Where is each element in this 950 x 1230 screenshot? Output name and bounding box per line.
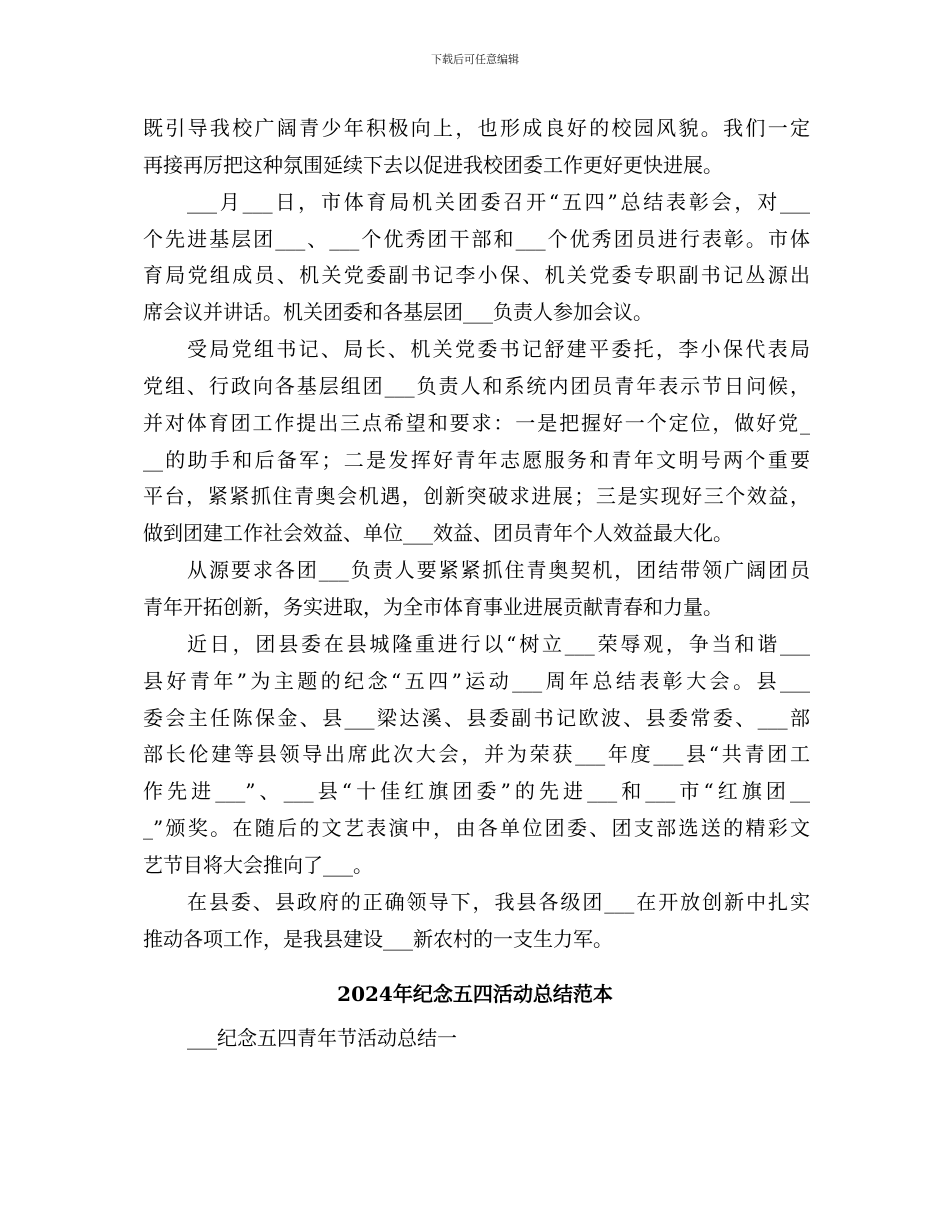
paragraph-line: 个先进基层团___、___个优秀团干部和___个优秀团员进行表彰。市体 [143,226,810,251]
paragraph [143,552,810,626]
paragraph-line: __的助手和后备军；二是发挥好青年志愿服务和青年文明号两个重要 [143,447,810,472]
paragraph-line: _”颁奖。在随后的文艺表演中，由各单位团委、团支部选送的精彩文 [143,816,810,841]
paragraph [143,331,810,552]
paragraph-line: 并对体育团工作提出三点希望和要求：一是把握好一个定位，做好党_ [143,410,810,435]
paragraph [143,184,810,331]
paragraph-line: 从源要求各团___负责人要紧紧抓住青奥契机，团结带领广阔团员 [187,558,810,583]
document-body [143,110,810,957]
paragraph-line: 县好青年”为主题的纪念“五四”运动___周年总结表彰大会。县___ [143,668,810,693]
page-header: 下载后可任意编辑 [431,53,519,66]
paragraph-line: 部长伦建等县领导出席此次大会，并为荣获___年度___县“共青团工 [143,742,810,767]
paragraph [143,626,810,884]
paragraph-line: ___月___日，市体育局机关团委召开“五四”总结表彰会，对___ [187,189,810,214]
paragraph [143,884,810,958]
paragraph-line: 受局党组书记、局长、机关党委书记舒建平委托，李小保代表局 [187,337,810,362]
paragraph-line: 席会议并讲话。机关团委和各基层团___负责人参加会议。 [143,300,653,325]
paragraph-line: 艺节目将大会推向了___。 [143,852,373,877]
paragraph-line: 青年开拓创新，务实进取，为全市体育事业进展贡献青春和力量。 [143,594,723,619]
paragraph-line: 做到团建工作社会效益、单位___效益、团员青年个人效益最大化。 [143,521,733,546]
paragraph-line: 推动各项工作，是我县建设___新农村的一支生力军。 [143,926,613,951]
section-title: 2024年纪念五四活动总结范本 [337,982,613,1006]
paragraph-line: 平台，紧紧抓住青奥会机遇，创新突破求进展；三是实现好三个效益， [143,484,810,509]
paragraph-line: 作先进___”、___县“十佳红旗团委”的先进___和___市“红旗团__ [143,779,810,804]
paragraph-line: 育局党组成员、机关党委副书记李小保、机关党委专职副书记丛源出 [143,263,810,288]
paragraph-line: 再接再厉把这种氛围延续下去以促进我校团委工作更好更快进展。 [143,152,723,177]
subheading: ___纪念五四青年节活动总结一 [187,1026,457,1050]
paragraph-line: 委会主任陈保金、县___梁达溪、县委副书记欧波、县委常委、___部 [143,705,810,730]
paragraph-line: 近日，团县委在县城隆重进行以“树立___荣辱观，争当和谐___ [187,631,810,656]
paragraph [143,110,810,184]
paragraph-line: 既引导我校广阔青少年积极向上，也形成良好的校园风貌。我们一定 [143,116,810,140]
paragraph-line: 在县委、县政府的正确领导下，我县各级团___在开放创新中扎实 [187,889,810,914]
paragraph-line: 党组、行政向各基层组团___负责人和系统内团员青年表示节日问候， [143,373,810,398]
